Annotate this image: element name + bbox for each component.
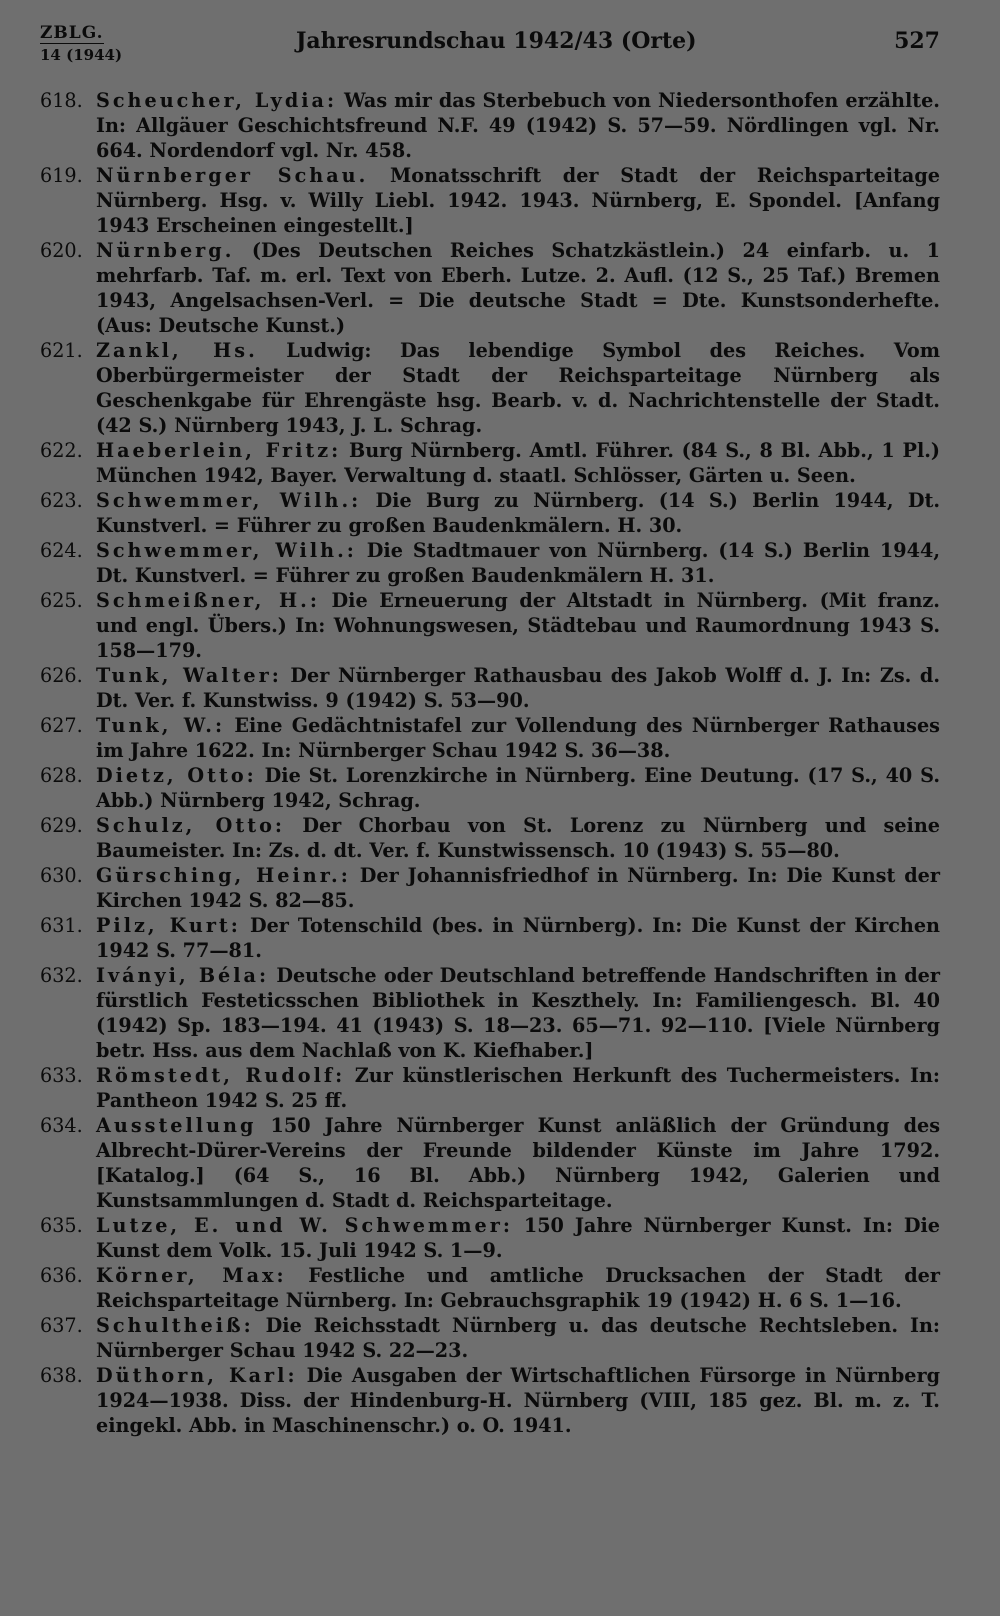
entry-635 bbox=[40, 1213, 940, 1263]
entry-author: Schultheiß: bbox=[96, 1314, 254, 1337]
entry-624 bbox=[40, 538, 940, 588]
entry-text: Die Burg zu Nürnberg. (14 S.) Berlin 1944, Dt. Kunstverl. = Führer zu großen Baudenkmälern. H. 30. bbox=[96, 489, 941, 537]
entry-text: Burg Nürnberg. Amtl. Führer. (84 S., 8 Bl. Abb., 1 Pl.) München 1942, Bayer. Verwaltung d. staatl. Schlösser, Gärten u. Seen. bbox=[96, 439, 940, 487]
entry-text: Monatsschrift der Stadt der Reichsparteitage Nürnberg. Hsg. v. Willy Liebl. 1942. 1943. Nürnberg, E. Spondel. [Anfang 1943 Erscheinen eingestellt.] bbox=[96, 164, 940, 237]
entry-author: Lutze, E. und W. Schwemmer: bbox=[96, 1214, 513, 1237]
entry-number: 633. bbox=[40, 1064, 83, 1087]
entry-author: Nürnberger Schau. bbox=[96, 164, 369, 187]
entry-author: Schwemmer, Wilh.: bbox=[96, 539, 357, 562]
page-header bbox=[40, 24, 950, 68]
entry-622 bbox=[40, 438, 940, 488]
entry-author: Zankl, Hs. bbox=[96, 339, 258, 362]
entry-number: 625. bbox=[40, 589, 83, 612]
entry-631 bbox=[40, 913, 940, 963]
entry-author: Schulz, Otto: bbox=[96, 814, 285, 837]
entry-number: 636. bbox=[40, 1264, 83, 1287]
entry-text: Deutsche oder Deutschland betreffende Handschriften in der fürstlich Festeticsschen Bibliothek in Keszthely. In: Familiengesch. Bl. 40 (1942) Sp. 183—194. 41 (1943) S. 18—23. 65—71. 92—110. [Viele Nürnberg betr. Hss. aus dem Nachlaß von K. Kiefhaber.] bbox=[96, 964, 940, 1062]
entry-author: Schwemmer, Wilh.: bbox=[96, 489, 362, 512]
entry-author: Tunk, W.: bbox=[96, 714, 226, 737]
entry-author: Pilz, Kurt: bbox=[96, 914, 241, 937]
entry-text: Festliche und amtliche Drucksachen der Stadt der Reichsparteitage Nürnberg. In: Gebrauchsgraphik 19 (1942) H. 6 S. 1—16. bbox=[96, 1264, 940, 1312]
entry-number: 619. bbox=[40, 164, 83, 187]
entry-text: Die Erneuerung der Altstadt in Nürnberg. (Mit franz. und engl. Übers.) In: Wohnungswesen, Städtebau und Raumordnung 1943 S. 158—179. bbox=[96, 589, 940, 662]
entry-618 bbox=[40, 88, 940, 163]
entry-text: Der Totenschild (bes. in Nürnberg). In: Die Kunst der Kirchen 1942 S. 77—81. bbox=[96, 914, 940, 962]
entry-621 bbox=[40, 338, 940, 438]
entry-author: Düthorn, Karl: bbox=[96, 1364, 298, 1387]
entry-text: Ludwig: Das lebendige Symbol des Reiches. Vom Oberbürgermeister der Stadt der Reichsparteitage Nürnberg als Geschenkgabe für Ehrengäste hsg. Bearb. v. d. Nachrichtenstelle der Stadt. (42 S.) Nürnberg 1943, J. L. Schrag. bbox=[96, 339, 940, 437]
entry-author: Dietz, Otto: bbox=[96, 764, 257, 787]
entry-number: 632. bbox=[40, 964, 83, 987]
entry-author: Haeberlein, Fritz: bbox=[96, 439, 342, 462]
entry-text: Der Johannisfriedhof in Nürnberg. In: Die Kunst der Kirchen 1942 S. 82—85. bbox=[96, 864, 940, 912]
entry-625 bbox=[40, 588, 940, 663]
entry-638 bbox=[40, 1363, 940, 1438]
entry-623 bbox=[40, 488, 940, 538]
entry-620 bbox=[40, 238, 940, 338]
entry-author: Römstedt, Rudolf: bbox=[96, 1064, 346, 1087]
entry-author: Körner, Max: bbox=[96, 1264, 287, 1287]
entry-author: Schmeißner, H.: bbox=[96, 589, 320, 612]
entry-619 bbox=[40, 163, 940, 238]
entry-text: Eine Gedächtnistafel zur Vollendung des Nürnberger Rathauses im Jahre 1622. In: Nürnberger Schau 1942 S. 36—38. bbox=[96, 714, 940, 762]
entry-628 bbox=[40, 763, 940, 813]
entry-634 bbox=[40, 1113, 940, 1213]
entry-text: 150 Jahre Nürnberger Kunst anläßlich der Gründung des Albrecht-Dürer-Vereins der Freunde bildender Künste im Jahre 1792. [Katalog.] (64 S., 16 Bl. Abb.) Nürnberg 1942, Galerien und Kunstsammlungen d. Stadt d. Reichsparteitage. bbox=[96, 1114, 940, 1212]
entry-number: 621. bbox=[40, 339, 83, 362]
entry-number: 630. bbox=[40, 864, 83, 887]
entry-text: Was mir das Sterbebuch von Niedersonthofen erzählte. In: Allgäuer Geschichtsfreund N.F. 49 (1942) S. 57—59. Nördlingen vgl. Nr. 664. Nordendorf vgl. Nr. 458. bbox=[96, 89, 940, 162]
journal-volume: 14 (1944) bbox=[40, 46, 123, 64]
entry-629 bbox=[40, 813, 940, 863]
entry-author: Scheucher, Lydia: bbox=[96, 89, 338, 112]
entry-author: Iványi, Béla: bbox=[96, 964, 270, 987]
entry-number: 637. bbox=[40, 1314, 83, 1337]
entry-text: Die Ausgaben der Wirtschaftlichen Fürsorge in Nürnberg 1924—1938. Diss. der Hindenburg-H. Nürnberg (VIII, 185 gez. Bl. m. z. T. eingekl. Abb. in Maschinenschr.) o. O. 1941. bbox=[96, 1364, 940, 1437]
entry-author: Nürnberg. bbox=[96, 239, 235, 262]
entry-number: 622. bbox=[40, 439, 83, 462]
entry-text: Der Nürnberger Rathausbau des Jakob Wolff d. J. In: Zs. d. Dt. Ver. f. Kunstwiss. 9 (1942) S. 53—90. bbox=[96, 664, 941, 712]
entry-text: Die Stadtmauer von Nürnberg. (14 S.) Berlin 1944, Dt. Kunstverl. = Führer zu großen Baudenkmälern H. 31. bbox=[96, 539, 940, 587]
page-number: 527 bbox=[894, 28, 940, 54]
entry-text: (Des Deutschen Reiches Schatzkästlein.) 24 einfarb. u. 1 mehrfarb. Taf. m. erl. Text von Eberh. Lutze. 2. Aufl. (12 S., 25 Taf.) Bremen 1943, Angelsachsen-Verl. = Die deutsche Stadt = Dte. Kunstsonderhefte. (Aus: Deutsche Kunst.) bbox=[96, 239, 940, 337]
entry-number: 638. bbox=[40, 1364, 83, 1387]
journal-abbreviation: ZBLG. bbox=[40, 23, 104, 43]
entry-number: 620. bbox=[40, 239, 83, 262]
entry-636 bbox=[40, 1263, 940, 1313]
entry-number: 624. bbox=[40, 539, 83, 562]
entry-text: Zur künstlerischen Herkunft des Tuchermeisters. In: Pantheon 1942 S. 25 ff. bbox=[96, 1064, 941, 1112]
entry-author: Gürsching, Heinr.: bbox=[96, 864, 351, 887]
bibliography-list bbox=[40, 88, 940, 1438]
entry-637 bbox=[40, 1313, 940, 1363]
entry-number: 623. bbox=[40, 489, 83, 512]
entry-number: 626. bbox=[40, 664, 83, 687]
entry-text: Die St. Lorenzkirche in Nürnberg. Eine Deutung. (17 S., 40 S. Abb.) Nürnberg 1942, Schrag. bbox=[96, 764, 940, 812]
page-title: Jahresrundschau 1942/43 (Orte) bbox=[296, 28, 697, 54]
entry-number: 634. bbox=[40, 1114, 83, 1137]
entry-number: 618. bbox=[40, 89, 83, 112]
entry-number: 631. bbox=[40, 914, 83, 937]
entry-number: 635. bbox=[40, 1214, 83, 1237]
entry-number: 628. bbox=[40, 764, 83, 787]
entry-633 bbox=[40, 1063, 940, 1113]
entry-text: Die Reichsstadt Nürnberg u. das deutsche Rechtsleben. In: Nürnberger Schau 1942 S. 22—23. bbox=[96, 1314, 940, 1362]
entry-author: Ausstellung bbox=[96, 1114, 257, 1137]
entry-author: Tunk, Walter: bbox=[96, 664, 282, 687]
entry-number: 627. bbox=[40, 714, 83, 737]
entry-text: 150 Jahre Nürnberger Kunst. In: Die Kunst dem Volk. 15. Juli 1942 S. 1—9. bbox=[96, 1214, 940, 1262]
entry-630 bbox=[40, 863, 940, 913]
entry-632 bbox=[40, 963, 940, 1063]
entry-626 bbox=[40, 663, 940, 713]
entry-text: Der Chorbau von St. Lorenz zu Nürnberg und seine Baumeister. In: Zs. d. dt. Ver. f. Kunstwissensch. 10 (1943) S. 55—80. bbox=[96, 814, 940, 862]
entry-number: 629. bbox=[40, 814, 83, 837]
entry-627 bbox=[40, 713, 940, 763]
